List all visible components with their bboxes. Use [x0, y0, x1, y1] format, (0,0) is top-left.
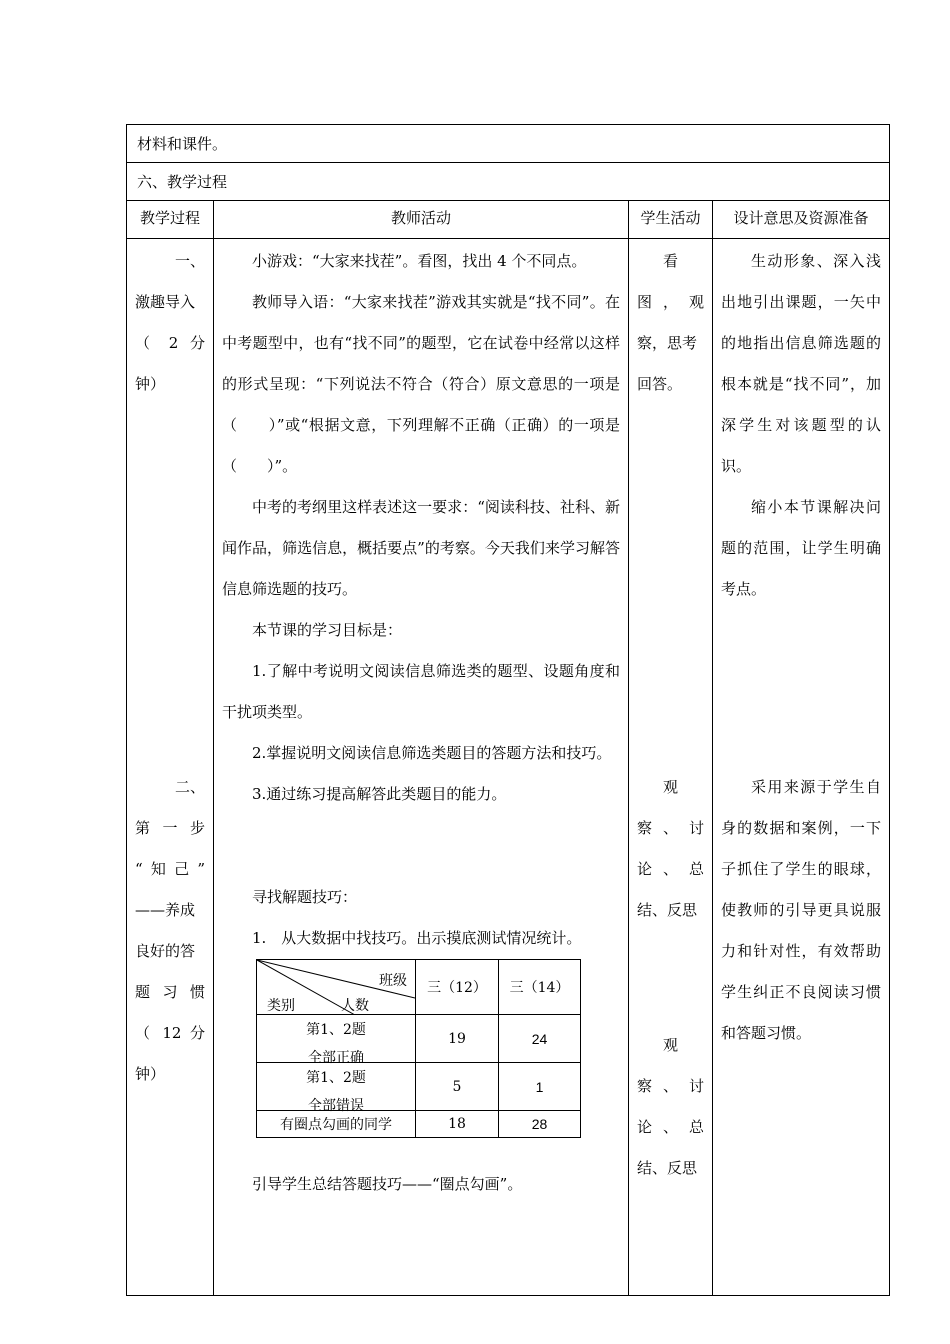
cell-value: 19 [416, 1015, 499, 1063]
teacher-p6: 2.掌握说明文阅读信息筛选类题目的答题方法和技巧。 [252, 744, 612, 762]
header-row [127, 201, 889, 239]
header-design: 设计意思及资源准备 [713, 201, 889, 239]
teacher-p9: 1. 从大数据中找技巧。出示摸底测试情况统计。 [252, 929, 582, 947]
row-label: 第1、2题 全部错误 [257, 1063, 416, 1111]
content-row [127, 239, 889, 1295]
design-1: 生动形象、深入浅出地引出课题，一矢中的地指出信息筛选题的根本就是“找不同”，加深学生对该题型的认识。 [721, 252, 881, 475]
student-activity-3: 观 察 、 讨 论 、 总 结、反思 [637, 1036, 704, 1177]
col-header-14: 三（14） [499, 960, 581, 1015]
teacher-p2: 教师导入语：“大家来找茬”游戏其实就是“找不同”。在中考题型中，也有“找不同”的题型，它在试卷中经常以这样的形式呈现：“下列说法不符合（符合）原文意思的一项是（ ）”或“根据文意，下列理解不正确（正确）的一项是（ ）”。 [222, 293, 620, 475]
cell-value: 18 [416, 1111, 499, 1138]
teacher-p5: 1.了解中考说明文阅读信息筛选类的题型、设题角度和干扰项类型。 [222, 662, 620, 721]
design-2: 缩小本节课解决问题的范围，让学生明确考点。 [721, 498, 881, 598]
student-activity-2: 观 察 、 讨 论 、 总 结、反思 [637, 778, 704, 919]
process-cell [127, 239, 214, 1295]
stats-table [256, 959, 581, 1138]
table-row [257, 1015, 581, 1063]
teacher-p4: 本节课的学习目标是： [252, 621, 403, 639]
cell-value: 5 [416, 1063, 499, 1111]
cell-value: 28 [499, 1111, 581, 1138]
teacher-p10: 引导学生总结答题技巧——“圈点勾画”。 [252, 1175, 523, 1193]
diagonal-header-cell [257, 960, 416, 1015]
stage-1: 一、 激趣导入 （ 2 分 钟） [135, 252, 205, 393]
diag-class-label: 班级 [379, 973, 407, 989]
teacher-p3: 中考的考纲里这样表述这一要求：“阅读科技、社科、新闻作品，筛选信息，概括要点”的考察。今天我们来学习解答信息筛选题的技巧。 [222, 498, 620, 598]
cell-value: 24 [499, 1015, 581, 1063]
table-row [257, 1111, 581, 1138]
col-header-12: 三（12） [416, 960, 499, 1015]
diag-count-label: 人数 [341, 998, 369, 1014]
header-process: 教学过程 [127, 201, 214, 239]
stage-2: 二、 第 一 步 “知己” ——养成 良好的答 题 习 惯 （ 12 分 钟） [135, 778, 205, 1083]
lesson-table [126, 124, 890, 1296]
row-label: 第1、2题 全部正确 [257, 1015, 416, 1063]
row-label: 有圈点勾画的同学 [257, 1111, 416, 1138]
diag-category-label: 类别 [267, 998, 295, 1014]
student-cell [629, 239, 713, 1295]
student-activity-1: 看 图 ， 观 察，思考 回答。 [637, 252, 704, 393]
teacher-p1: 小游戏：“大家来找茬”。看图，找出 4 个不同点。 [252, 252, 587, 270]
header-teacher: 教师活动 [214, 201, 629, 239]
teacher-cell [214, 239, 629, 1295]
design-3: 采用来源于学生自身的数据和案例，一下子抓住了学生的眼球，使教师的引导更具说服力和针对性，有效帮助学生纠正不良阅读习惯和答题习惯。 [721, 778, 881, 1042]
teacher-p7: 3.通过练习提高解答此类题目的能力。 [252, 785, 507, 803]
design-cell [713, 239, 889, 1295]
header-student: 学生活动 [629, 201, 713, 239]
materials-line: 材料和课件。 [127, 125, 889, 163]
teacher-p8: 寻找解题技巧： [252, 888, 358, 906]
section-title: 六、教学过程 [127, 163, 889, 201]
cell-value: 1 [499, 1063, 581, 1111]
